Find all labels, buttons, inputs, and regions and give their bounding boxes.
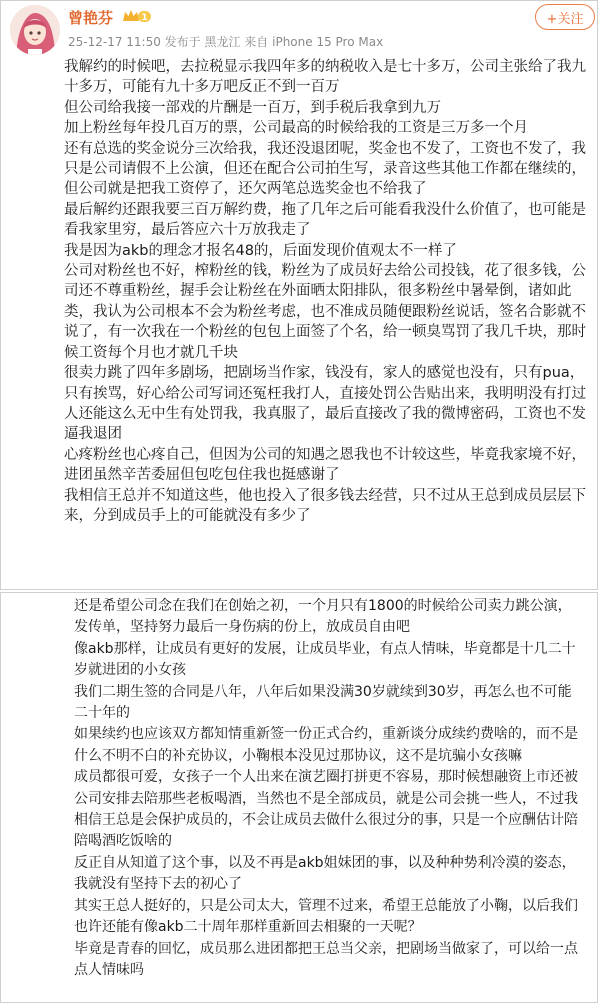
post-text-top xyxy=(64,57,594,526)
paragraph: 像akb那样，让成员有更好的发展，让成员毕业，有点人情味，毕竟都是十几二十岁就进团的小女孩 xyxy=(74,640,576,679)
paragraph: 其实王总人挺好的，只是公司太大，管理不过来，希望王总能放了小鞠，以后我们也许还能有像akb二十周年那样重新回去相聚的一天呢？ xyxy=(74,897,578,936)
post-text-bottom xyxy=(74,596,580,981)
paragraph: 但公司给我接一部戏的片酬是一百万，到手税后我拿到九万 xyxy=(64,99,441,116)
paragraph: 毕竟是青春的回忆，成员那么进团都把王总当父亲，把剧场当做家了，可以给一点点人情味吗 xyxy=(74,940,578,978)
paragraph: 反正自从知道了这个事，以及不再是akb姐妹团的事，以及种种势利冷漠的姿态，我就没有坚持下去的初心了 xyxy=(74,854,576,893)
follow-button[interactable]: +关注 xyxy=(535,4,595,30)
paragraph: 心疼粉丝也心疼自己，但因为公司的知遇之恩我也不计较这些，毕竟我家境不好，进团虽然辛苦委屈但包吃包住我也挺感谢了 xyxy=(64,446,586,484)
paragraph: 加上粉丝每年投几百万的票，公司最高的时候给我的工资是三万多一个月 xyxy=(64,120,528,137)
avatar-illustration-icon xyxy=(10,5,60,55)
paragraph: 最后解约还跟我要三百万解约费，拖了几年之后可能看我没什么价值了，也可能是看我家里穷，最后答应六十万放我走了 xyxy=(64,201,586,239)
paragraph: 还有总选的奖金说分三次给我，我还没退团呢，奖金也不发了，工资也不发了，我只是公司请假不上公演，但还在配合公司拍生写，录音这些其他工作都在继续的，但公司就是把我工资停了，还欠两笔总选奖金也不给我了 xyxy=(64,140,586,198)
paragraph: 我是因为akb的理念才报名48的，后面发现价值观太不一样了 xyxy=(64,242,457,259)
avatar[interactable] xyxy=(10,5,60,55)
vip-badge xyxy=(122,8,152,24)
paragraph: 如果续约也应该双方都知情重新签一份正式合约，重新谈分成续约费啥的，而不是什么不明不白的补充协议，小鞠根本没见过那协议，这不是坑骗小女孩嘛 xyxy=(74,726,578,764)
paragraph: 公司对粉丝也不好，榨粉丝的钱，粉丝为了成员好去给公司投钱，花了很多钱，公司还不尊重粉丝，握手会让粉丝在外面晒太阳排队，很多粉丝中暑晕倒，诸如此类，我认为公司根本不会为粉丝考虑，也不准成员随便跟粉丝说话，签名合影就不说了，有一次我在一个粉丝的包包上面签了个名，给一顿臭骂罚了我几千块，那时候工资每个月也才就几千块 xyxy=(64,263,586,361)
paragraph: 我解约的时候吧，去拉税显示我四年多的纳税收入是七十多万，公司主张给了我九十多万，可能有九十多万吧反正不到一百万 xyxy=(64,59,586,96)
paragraph: 我相信王总并不知道这些，他也投入了很多钱去经营，只不过从王总到成员层层下来，分到成员手上的可能就没有多少了 xyxy=(64,487,586,524)
post-meta: 25-12-17 11:50 发布于 黑龙江 来自 iPhone 15 Pro Max xyxy=(68,35,384,49)
vip-level: 1 xyxy=(141,13,148,23)
paragraph: 还是希望公司念在我们在创始之初，一个月只有1800的时候给公司卖力跳公演，发传单，坚持努力最后一身伤病的份上，放成员自由吧 xyxy=(74,598,572,636)
paragraph: 我们二期生签的合同是八年，八年后如果没满30岁就续到30岁，再怎么也不可能二十年的 xyxy=(74,683,572,722)
crown-icon xyxy=(122,8,152,24)
paragraph: 很卖力跳了四年多剧场，把剧场当作家，钱没有，家人的感觉也没有，只有pua，只有挨骂，好心给公司写词还冤枉我打人，直接处罚公告贴出来，我明明没有打过人还能这么无中生有处罚我，我真服了，最后直接改了我的微博密码，工资也不发逼我退团 xyxy=(64,365,586,443)
username[interactable]: 曾艳芬 xyxy=(68,9,114,27)
paragraph: 成员都很可爱，女孩子一个人出来在演艺圈打拼更不容易，那时候想融资上市还被公司安排去陪那些老板喝酒，当然也不是全部成员，就是公司会挑一些人，不过我相信王总是会保护成员的，不会让成员去做什么很过分的事，只是一个应酬估计陪陪喝酒吃饭啥的 xyxy=(74,769,578,850)
